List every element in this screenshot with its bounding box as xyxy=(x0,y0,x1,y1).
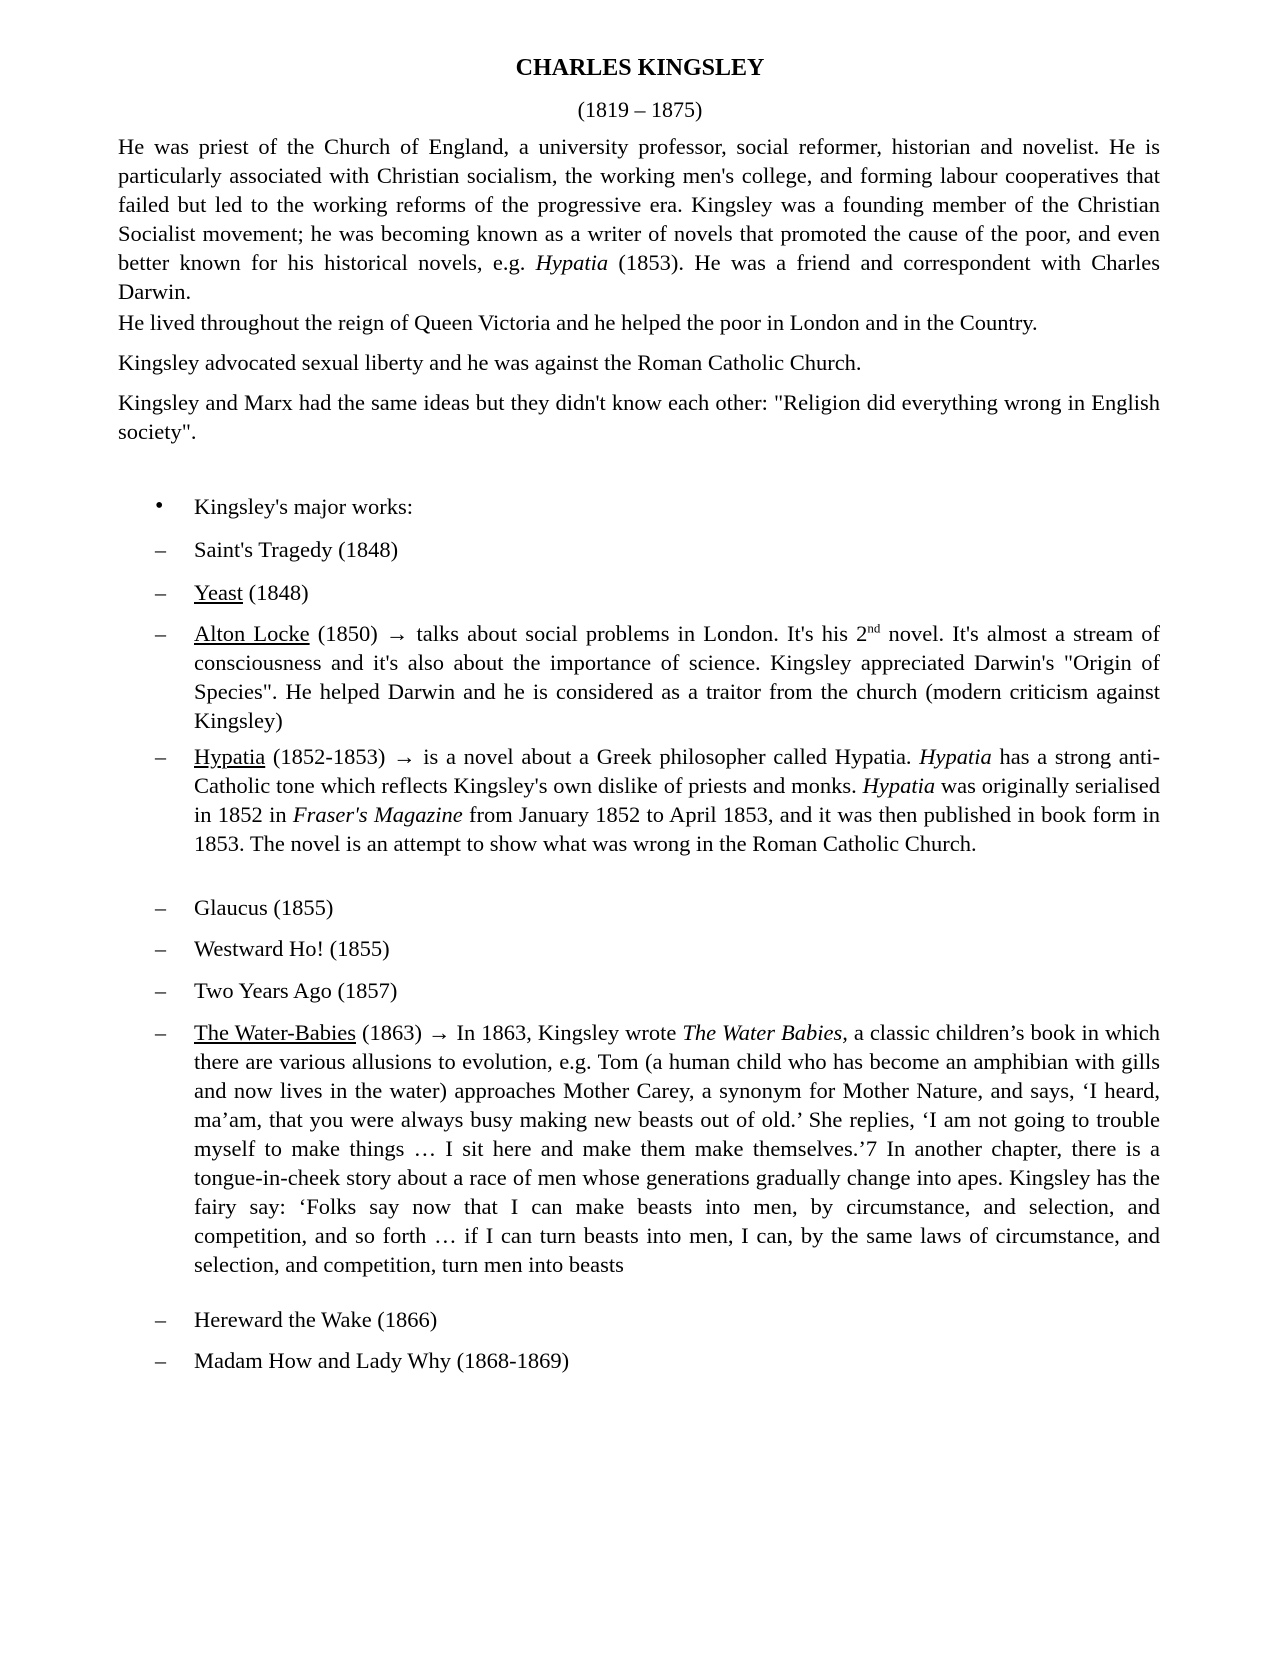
ordinal-suffix: nd xyxy=(867,620,881,636)
intro-text-end: (1853). He was a friend and correspondent with Charles Darwin. xyxy=(118,250,1161,304)
lifespan-dates: (1819 – 1875) xyxy=(577,97,703,122)
italic-title: The Water Babies, xyxy=(682,1020,848,1045)
intro-paragraph xyxy=(118,132,1160,306)
work-hereward-the-wake: Hereward the Wake (1866) xyxy=(194,1307,438,1332)
works-heading: Kingsley's major works: xyxy=(194,494,414,519)
dash-icon: – xyxy=(155,744,166,769)
italic-title: Hypatia xyxy=(919,744,992,769)
work-water-babies xyxy=(194,1018,1160,1279)
italic-magazine: Fraser's Magazine xyxy=(292,802,463,827)
work-title: Alton Locke xyxy=(194,621,310,646)
work-yeast xyxy=(194,578,1160,607)
work-title: The Water-Babies xyxy=(194,1020,357,1045)
dash-icon: – xyxy=(155,1348,166,1373)
work-madam-how: Madam How and Lady Why (1868-1869) xyxy=(194,1348,570,1373)
work-description-cont: was originally serialised in 1852 in xyxy=(194,773,1160,827)
marx-paragraph: Kingsley and Marx had the same ideas but they didn't know each other: "Religion did everything wrong in English society". xyxy=(118,390,1160,444)
victoria-paragraph: He lived throughout the reign of Queen Victoria and he helped the poor in London and in the Country. xyxy=(118,310,1038,335)
work-title: Yeast xyxy=(194,580,243,605)
work-glaucus: Glaucus (1855) xyxy=(194,895,334,920)
work-description: (1850) → talks about social problems in London. It's his 2 xyxy=(309,621,868,646)
work-description-end: from January 1852 to April 1853, and it was then published in book form in 1853. The novel is an attempt to show what was wrong in the Roman Catholic Church. xyxy=(194,802,1160,856)
dash-icon: – xyxy=(155,1307,166,1332)
work-westward-ho: Westward Ho! (1855) xyxy=(194,936,390,961)
dash-icon: – xyxy=(155,895,166,920)
work-year: (1848) xyxy=(242,580,309,605)
work-alton-locke xyxy=(194,619,1160,735)
work-two-years-ago: Two Years Ago (1857) xyxy=(194,978,398,1003)
work-description: (1863) → In 1863, Kingsley wrote xyxy=(356,1020,683,1045)
dash-icon: – xyxy=(155,978,166,1003)
intro-text: He was priest of the Church of England, a university professor, social reformer, historian and novelist. He is particularly associated with Christian socialism, the working men's college, and forming labour cooperatives that failed but led to the working reforms of the progressive era. Kingsley was a founding member of the Christian Socialist movement; he was becoming known as a writer of novels that promoted the cause of the poor, and even better known for his historical novels, e.g. xyxy=(118,134,1160,275)
work-description: (1852-1853) → is a novel about a Greek philosopher called Hypatia. xyxy=(265,744,920,769)
page-title: CHARLES KINGSLEY xyxy=(515,55,765,81)
dash-icon: – xyxy=(155,537,166,562)
italic-title: Hypatia xyxy=(862,773,936,798)
intro-italic-title: Hypatia xyxy=(535,250,609,275)
dash-icon: – xyxy=(155,936,166,961)
bullet-icon: • xyxy=(155,493,164,519)
work-hypatia xyxy=(194,742,1160,858)
work-description-cont: a classic children’s book in which there are various allusions to evolution, e.g. Tom (a human child who has become an amphibian with gills and now lives in the water) approaches Mother Carey, a synonym for Mother Nature, and says, ‘I heard, ma’am, that you were always busy making new beasts out of old.’ She replies, ‘I am not going to trouble myself to make things … I sit here and make them make themselves.’7 In another chapter, there is a tongue-in-cheek story about a race of men whose generations gradually change into apes. Kingsley has the fairy say: ‘Folks say now that I can make beasts into men, by circumstance, and selection, and competition, and so forth … if I can turn beasts into men, I can, by the same laws of circumstance, and selection, and competition, turn men into beasts xyxy=(194,1020,1160,1277)
dash-icon: – xyxy=(155,580,166,605)
work-description-cont: has a strong anti-Catholic tone which reflects Kingsley's own dislike of priests and monks. xyxy=(194,744,1160,798)
dash-icon: – xyxy=(155,1020,166,1045)
work-saints-tragedy: Saint's Tragedy (1848) xyxy=(194,537,399,562)
work-description-cont: novel. It's almost a stream of consciousness and it's also about the importance of science. Kingsley appreciated Darwin's "Origin of Species". He helped Darwin and he is considered as a traitor from the church (modern criticism against Kingsley) xyxy=(194,621,1161,733)
dash-icon: – xyxy=(155,621,166,646)
work-title: Hypatia xyxy=(194,744,266,769)
catholic-paragraph: Kingsley advocated sexual liberty and he was against the Roman Catholic Church. xyxy=(118,350,862,375)
